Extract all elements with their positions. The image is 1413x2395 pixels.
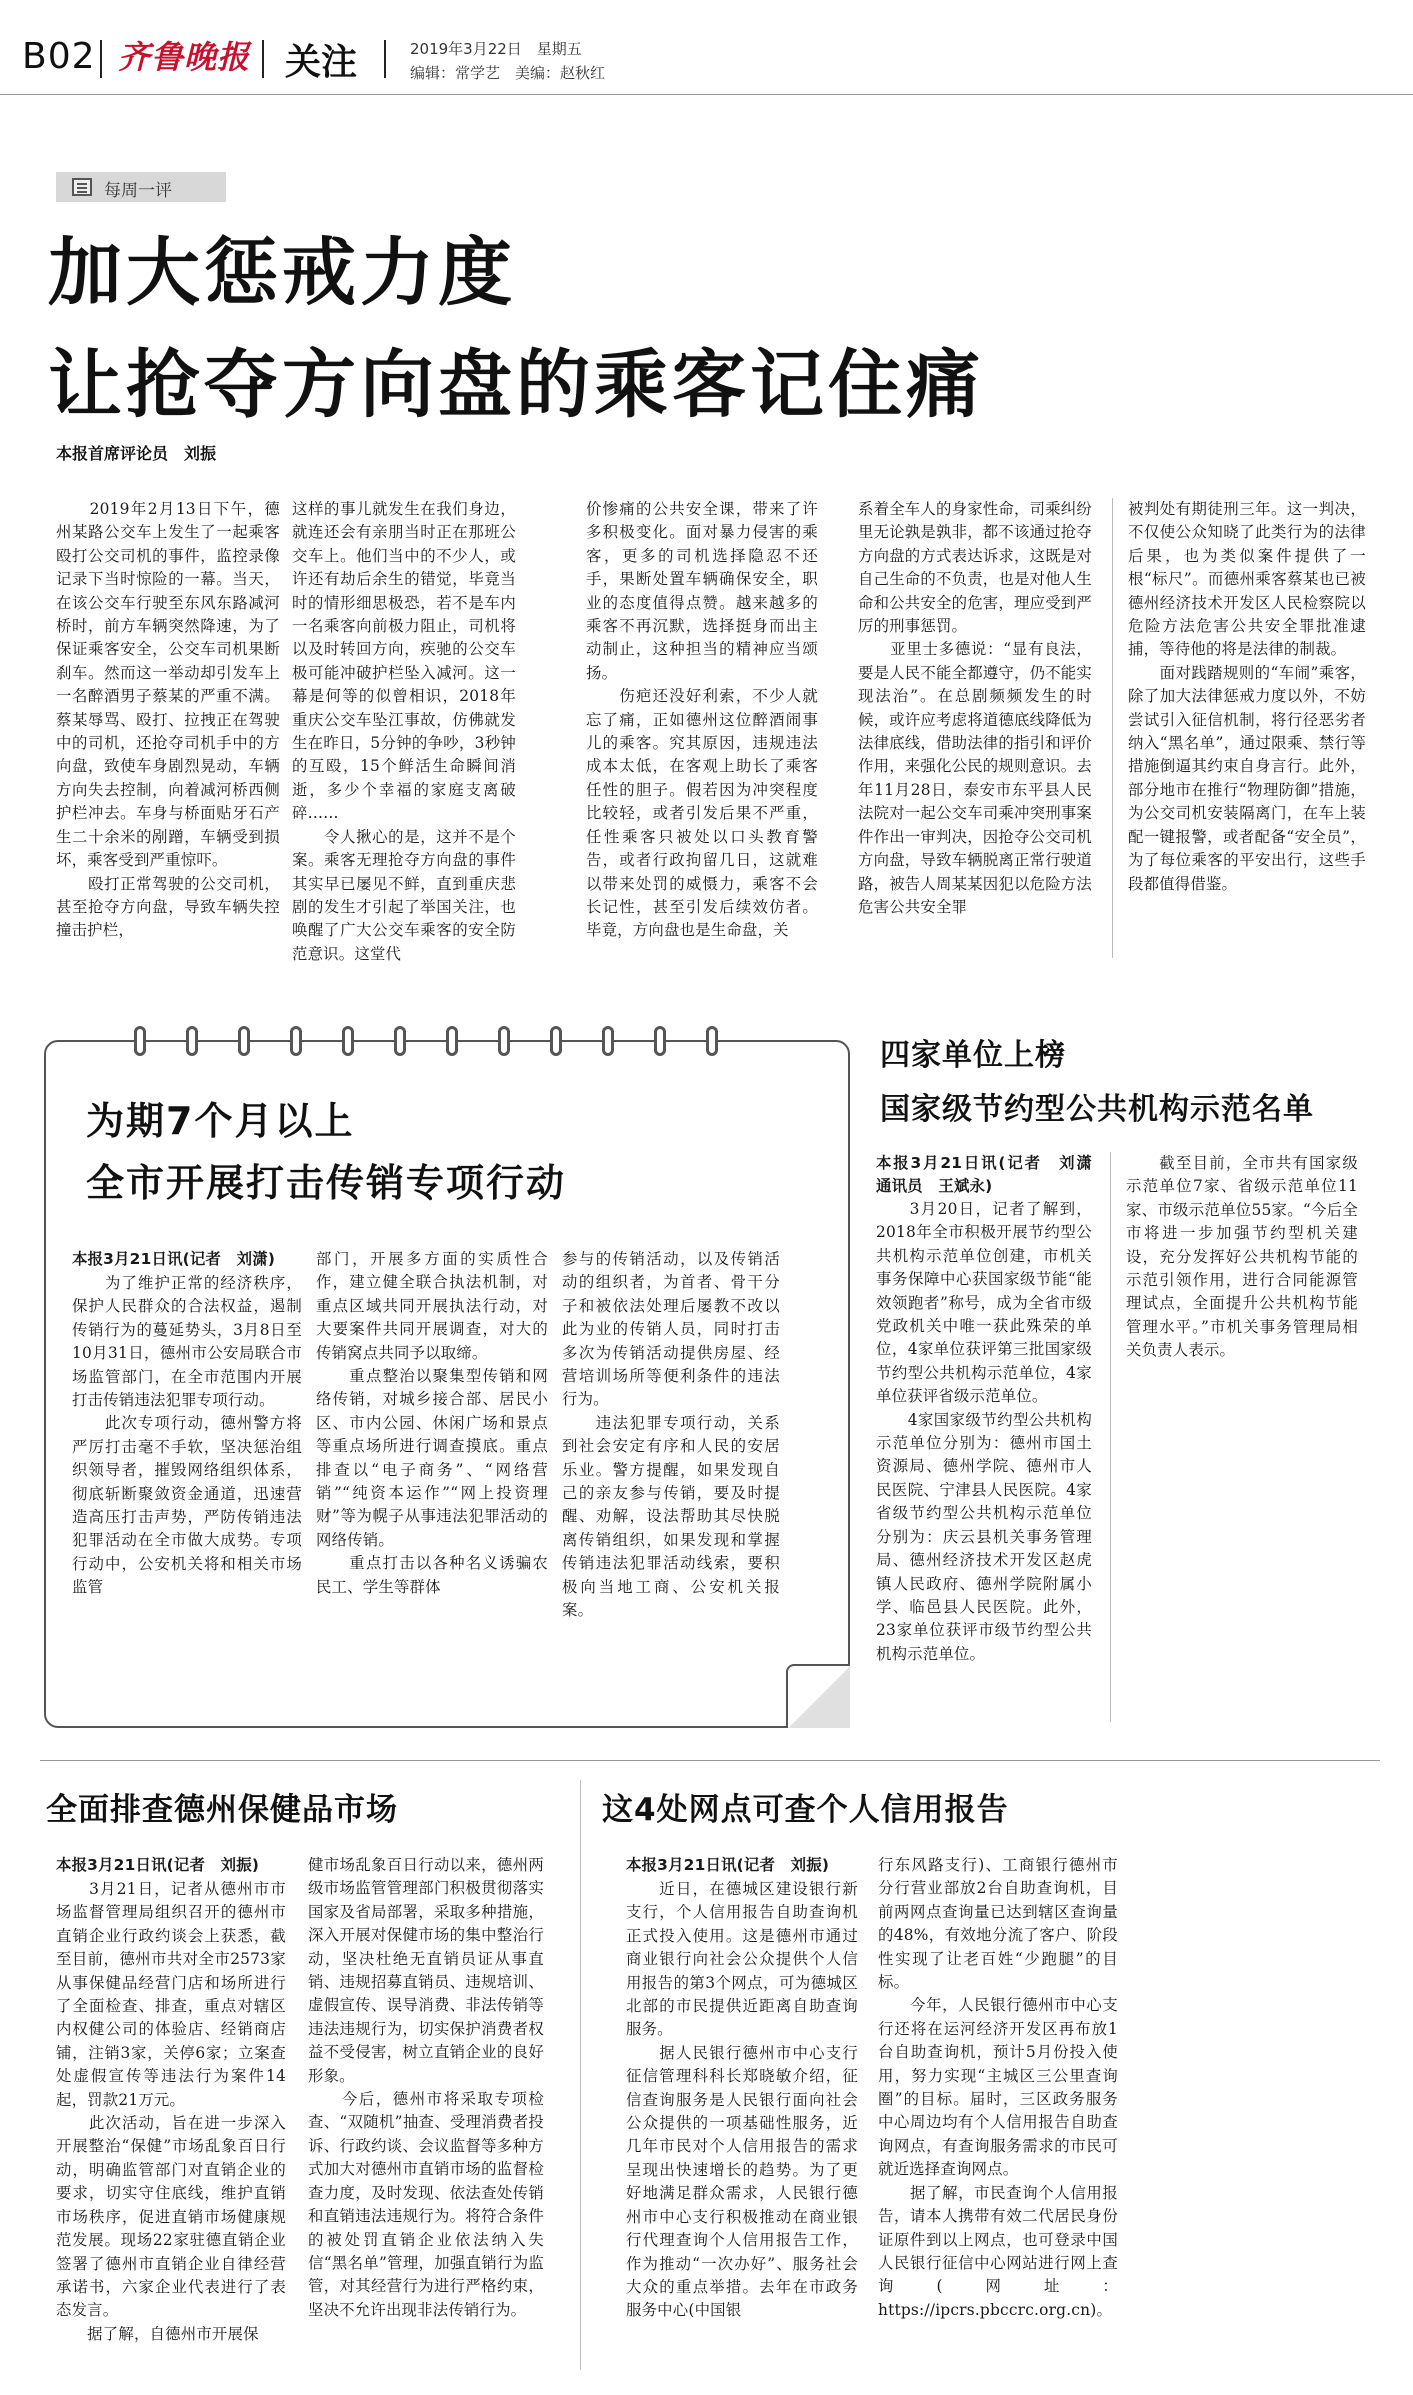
editors-credit: 编辑：常学艺 美编：赵秋红 (410, 64, 606, 82)
energy-headline-line2: 国家级节约型公共机构示范名单 (880, 1092, 1314, 1127)
credit-lead: 本报3月21日讯(记者 刘振) (626, 1856, 830, 1874)
ring-binder (446, 1026, 458, 1056)
main-article-column-5: 被判处有期徒刑三年。这一判决，不仅使公众知晓了此类行为的法律后果，也为类似案件提供了一根“标尺”。而德州乘客蔡某也已被德州经济技术开发区人民检察院以危险方法危害公共安全罪批准逮捕，等待他的将是法律的制裁。 面对践踏规则的“车闹”乘客，除了加大法律惩戒力度以外，不妨尝试引入征信机制，将行径恶劣者纳入“黑名单”，通过限乘、禁行等措施倒逼其约束自身言行。此外，部分地市在推行“物理防御”措施，为公交司机安装隔离门，在车上装配一键报警，或者配备“安全员”，为了每位乘客的平安出行，这些手段都值得借鉴。 (1128, 500, 1366, 893)
column-divider (1110, 1152, 1111, 1722)
main-byline: 本报首席评论员 刘振 (56, 444, 217, 463)
credit-column-2: 行东风路支行)、工商银行德州市分行营业部放2台自助查询机，目前两网点查询量已达到辖区查询量的48%，有效地分流了客户、阶段性实现了让老百姓“少跑腿”的目标。 今年，人民银行德州市中心支行还将在运河经济开发区再布放1台自助查询机，预计5月份投入使用，努力实现“主城区三公里查询圈”的目标。届时，三区政务服务中心周边均有个人信用报告自助查询网点，有查询服务需求的市民可就近选择查询网点。 据了解，市民查询个人信用报告，请本人携带有效二代居民身份证原件到以上网点，也可登录中国人民银行征信中心网站进行网上查询(网址：https://ipcrs.pbccrc.org.cn)。 (878, 1856, 1118, 2319)
ring-binder (238, 1026, 250, 1056)
health-lead: 本报3月21日讯(记者 刘振) (56, 1856, 260, 1874)
header-divider (384, 40, 386, 78)
energy-column-2: 截至目前，全市共有国家级示范单位7家、省级示范单位11家、市级示范单位55家。“今后全市将进一步加强节约型机关建设，充分发挥好公共机构节能的示范引领作用，进行合同能源管理试点，全面提升公共机构节能管理水平。”市机关事务管理局相关负责人表示。 (1126, 1154, 1358, 1360)
page-code: B02 (22, 36, 96, 77)
energy-column-1: 3月20日，记者了解到，2018年全市积极开展节约型公共机构示范单位创建，市机关事务保障中心获国家级节能“能效领跑者”称号，成为全省市级党政机关中唯一获此殊荣的单位，4家单位获评第三批国家级节约型公共机构示范单位，4家单位获评省级示范单位。 4家国家级节约型公共机构示范单位分别为：德州市国土资源局、德州学院、德州市人民医院、宁津县人民医院。4家省级节约型公共机构示范单位分别为：庆云县机关事务管理局、德州经济技术开发区赵虎镇人民政府、德州学院附属小学、临邑县人民医院。此外，23家单位获评市级节约型公共机构示范单位。 (876, 1200, 1092, 1663)
notebook-icon (72, 178, 92, 196)
ring-binder (706, 1026, 718, 1056)
pyramid-column-3: 参与的传销活动，以及传销活动的组织者，为首者、骨干分子和被依法处理后屡教不改以此为业的传销人员，同时打击多次为传销活动提供房屋、经营培训场所等便利条件的违法行为。 违法犯罪专项行动，关系到社会安定有序和人民的安居乐业。警方提醒，如果发现自己的亲友参与传销，要及时提醒、劝解，设法帮助其尽快脱离传销组织，如果发现和掌握传销违法犯罪活动线索，要积极向当地工商、公安机关报案。 (562, 1250, 780, 1620)
main-headline-line2: 让抢夺方向盘的乘客记住痛 (48, 342, 984, 428)
column-tag-label: 每周一评 (104, 181, 172, 201)
section-title: 关注 (285, 42, 358, 83)
ring-binder (602, 1026, 614, 1056)
notebook-page-curl (786, 1664, 850, 1728)
ring-binder (394, 1026, 406, 1056)
main-headline-line1: 加大惩戒力度 (48, 230, 516, 316)
pyramid-column-1: 为了维护正常的经济秩序，保护人民群众的合法权益，遏制传销行为的蔓延势头，3月8日至10月31日，德州市公安局联合市场监管部门，在全市范围内开展打击传销违法犯罪专项行动。 此次专项行动，德州警方将严厉打击毫不手软，坚决惩治组织领导者，摧毁网络组织体系，彻底斩断聚敛资金通道，迅速营造高压打击声势，严防传销违法犯罪活动在全市做大成势。专项行动中，公安机关将和相关市场监管 (72, 1274, 302, 1597)
header-divider (100, 40, 102, 78)
header-divider (262, 40, 264, 78)
ring-binder (186, 1026, 198, 1056)
ring-binder (290, 1026, 302, 1056)
column-divider (1112, 498, 1113, 958)
ring-binder (550, 1026, 562, 1056)
energy-lead: 本报3月21日讯(记者 刘潇 通讯员 王斌永) (876, 1154, 1108, 1196)
health-headline: 全面排查德州保健品市场 (46, 1792, 398, 1828)
pyramid-headline-line2: 全市开展打击传销专项行动 (86, 1161, 567, 1205)
health-column-2: 健市场乱象百日行动以来，德州两级市场监管管理部门积极贯彻落实国家及省局部署，采取多种措施，深入开展对保健市场的集中整治行动，坚决杜绝无直销员证从事直销、违规招募直销员、违规培训、虚假宣传、误导消费、非法传销等违法违规行为，切实保护消费者权益不受侵害，树立直销企业的良好形象。 今后，德州市将采取专项检查、“双随机”抽查、受理消费者投诉、行政约谈、会议监督等多种方式加大对德州市直销市场的监督检查力度，及时发现、依法查处传销和直销违法违规行为。将符合条件的被处罚直销企业依法纳入失信“黑名单”管理，加强直销行为监管，对其经营行为进行严格约束，坚决不允许出现非法传销行为。 (308, 1856, 544, 2319)
pyramid-headline-line1: 为期7个月以上 (86, 1099, 355, 1143)
pyramid-column-2: 部门，开展多方面的实质性合作，建立健全联合执法机制，对重点区域共同开展执法行动，对大要案件共同开展调查，对大的传销窝点共同予以取缔。 重点整治以聚集型传销和网络传销，对城乡接合部、居民小区、市内公园、休闲广场和景点等重点场所进行调查摸底。重点排查以“电子商务”、“网络营销”“纯资本运作”“网上投资理财”等为幌子从事违法犯罪活动的网络传销。 重点打击以各种名义诱骗农民工、学生等群体 (316, 1250, 548, 1596)
main-article-column-1: 2019年2月13日下午，德州某路公交车上发生了一起乘客殴打公交司机的事件，监控录像记录下当时惊险的一幕。当天，在该公交车行驶至东风东路减河桥时，前方车辆突然降速，为了保证乘客安全，公交车司机果断刹车。然而这一举动却引发车上一名醉酒男子蔡某的严重不满。蔡某辱骂、殴打、拉拽正在驾驶中的司机，还抢夺司机手中的方向盘，致使车身剧烈晃动，车辆方向失去控制，向着减河桥西侧护栏冲去。车身与桥面贴牙石产生二十余米的剐蹭，车辆受到损坏，乘客受到严重惊吓。 殴打正常驾驶的公交司机，甚至抢夺方向盘，导致车辆失控撞击护栏， (56, 500, 280, 940)
ring-binder (498, 1026, 510, 1056)
credit-column-1: 近日，在德城区建设银行新支行，个人信用报告自助查询机正式投入使用。这是德州市通过商业银行向社会公众提供个人信用报告的第3个网点，可为德城区北部的市民提供近距离自助查询服务。 据人民银行德州市中心支行征信管理科科长郑晓敏介绍，征信查询服务是人民银行面向社会公众提供的一项基础性服务，近几年市民对个人信用报告的需求呈现出快速增长的趋势。为了更好地满足群众需求，人民银行德州市中心支行积极推动在商业银行代理查询个人信用报告工作，作为推动“一次办好”、服务社会大众的重点举措。去年在市政务服务中心(中国银 (626, 1880, 858, 2320)
pyramid-lead: 本报3月21日讯(记者 刘潇) (72, 1250, 276, 1268)
ring-binder (654, 1026, 666, 1056)
newspaper-logo: 齐鲁晚报 (118, 38, 251, 76)
section-rule (40, 1760, 1380, 1761)
credit-headline: 这4处网点可查个人信用报告 (602, 1792, 1009, 1828)
article-divider (580, 1780, 581, 2370)
main-article-column-3: 价惨痛的公共安全课，带来了许多积极变化。面对暴力侵害的乘客，更多的司机选择隐忍不还手，果断处置车辆确保安全，职业的态度值得点赞。越来越多的乘客不再沉默，选择挺身而出主动制止，这种担当的精神应当颂扬。 伤疤还没好利索，不少人就忘了痛，正如德州这位醉酒闹事儿的乘客。究其原因，违规违法成本太低，在客观上助长了乘客任性的胆子。假若因为冲突程度比较轻，或者引发后果不严重，任性乘客只被处以口头教育警告，或者行政拘留几日，这就难以带来处罚的威慑力，乘客不会长记性，甚至引发后续效仿者。毕竟，方向盘也是生命盘，关 (586, 500, 818, 940)
issue-date: 2019年3月22日 星期五 (410, 40, 582, 58)
header-rule (0, 94, 1413, 95)
ring-binder (342, 1026, 354, 1056)
health-column-1: 3月21日，记者从德州市市场监督管理局组织召开的德州市直销企业行政约谈会上获悉，截至目前，德州市共对全市2573家从事保健品经营门店和场所进行了全面检查、排查，重点对辖区内权健公司的体验店、经销商店铺，注销3家，关停6家；立案查处虚假宣传等违法行为案件14起，罚款21万元。 此次活动，旨在进一步深入开展整治“保健”市场乱象百日行动，明确监管部门对直销企业的要求，切实守住底线，维护直销市场秩序，促进直销市场健康规范发展。现场22家驻德直销企业签署了德州市直销企业自律经营承诺书，六家企业代表进行了表态发言。 据了解，自德州市开展保 (56, 1880, 286, 2343)
main-article-column-2: 这样的事儿就发生在我们身边，就连还会有亲朋当时正在那班公交车上。他们当中的不少人，或许还有劫后余生的错觉，毕竟当时的情形细思极恐，若不是车内一名乘客向前极力阻止，司机将以及时转回方向，疾驰的公交车极可能冲破护栏坠入减河。这一幕是何等的似曾相识，2018年重庆公交车坠江事故，仿佛就发生在昨日，5分钟的争吵，3秒钟的互殴，15个鲜活生命瞬间消逝，多少个幸福的家庭支离破碎…… 令人揪心的是，这并不是个案。乘客无理抢夺方向盘的事件其实早已屡见不鲜，直到重庆悲剧的发生才引起了举国关注，也唤醒了广大公交车乘客的安全防范意识。这堂代 (292, 500, 516, 963)
ring-binder (134, 1026, 146, 1056)
energy-headline-line1: 四家单位上榜 (880, 1038, 1066, 1073)
main-article-column-4: 系着全车人的身家性命，司乘纠纷里无论孰是孰非，都不该通过抢夺方向盘的方式表达诉求，这既是对自己生命的不负责，也是对他人生命和公共安全的危害，理应受到严厉的刑事惩罚。 亚里士多德说：“显有良法，要是人民不能全都遵守，仍不能实现法治”。在总剧频频发生的时候，或许应考虑将道德底线降低为法律底线，借助法律的指引和评价作用，来强化公民的规则意识。去年11月28日，泰安市东平县人民法院对一起公交车司乘冲突刑事案件作出一审判决，因抢夺公交司机方向盘，导致车辆脱离正常行驶道路，被告人周某某因犯以危险方法危害公共安全罪 (858, 500, 1092, 916)
